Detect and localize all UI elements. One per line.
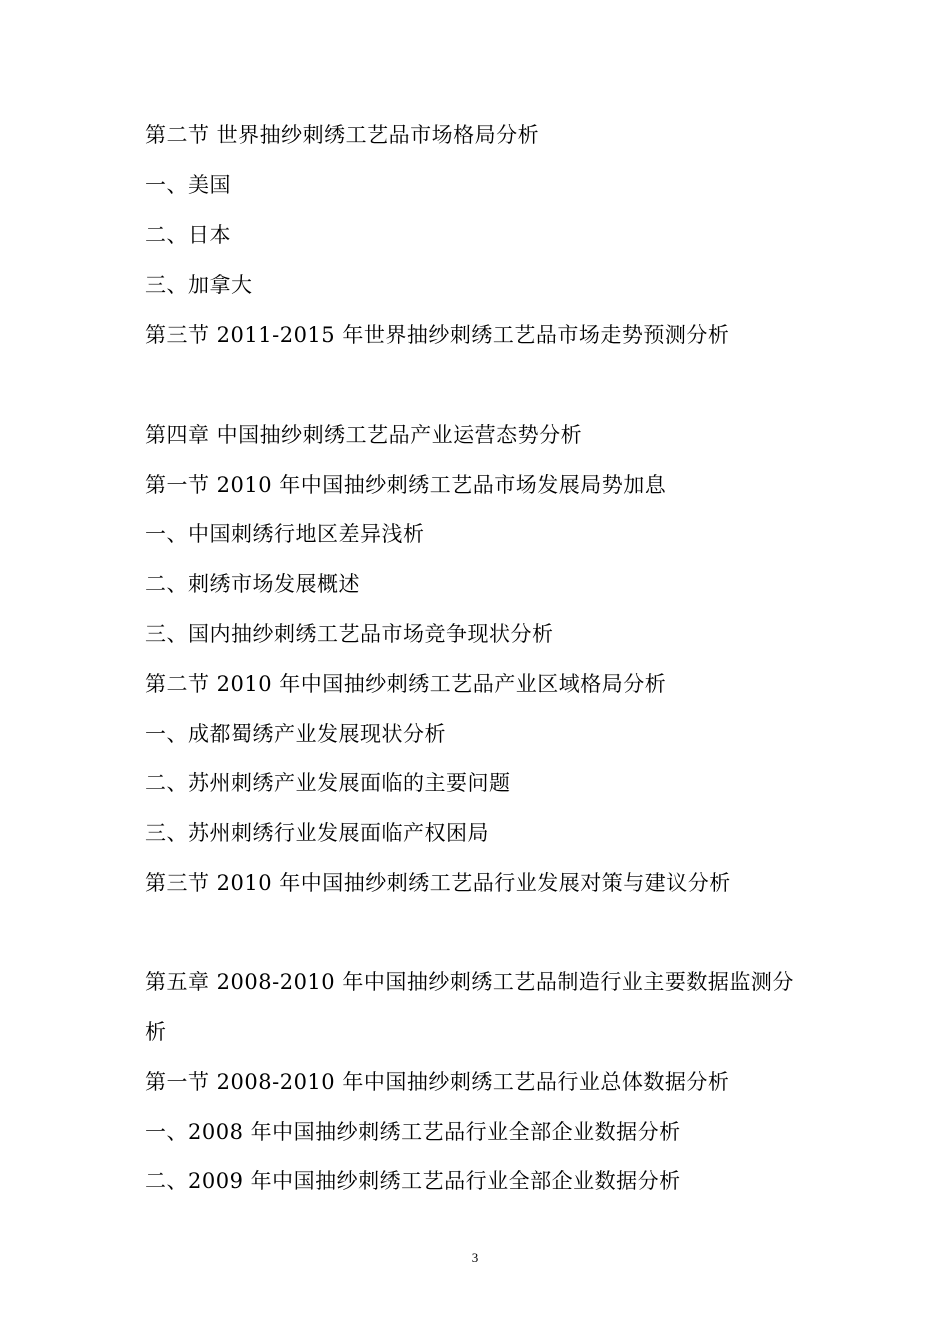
list-item: 三、国内抽纱刺绣工艺品市场竞争现状分析 xyxy=(145,622,554,646)
list-item: 一、2008 年中国抽纱刺绣工艺品行业全部企业数据分析 xyxy=(145,1120,681,1144)
chapter-heading-continuation: 析 xyxy=(145,1020,167,1044)
section-heading: 第二节 世界抽纱刺绣工艺品市场格局分析 xyxy=(145,123,540,147)
section-heading: 第一节 2008-2010 年中国抽纱刺绣工艺品行业总体数据分析 xyxy=(145,1070,730,1094)
list-item: 二、日本 xyxy=(145,223,231,247)
list-item: 二、2009 年中国抽纱刺绣工艺品行业全部企业数据分析 xyxy=(145,1169,681,1193)
list-item: 三、加拿大 xyxy=(145,273,253,297)
section-heading: 第三节 2011-2015 年世界抽纱刺绣工艺品市场走势预测分析 xyxy=(145,323,730,347)
list-item: 三、苏州刺绣行业发展面临产权困局 xyxy=(145,821,489,845)
list-item: 一、中国刺绣行地区差异浅析 xyxy=(145,522,425,546)
list-item: 一、成都蜀绣产业发展现状分析 xyxy=(145,722,446,746)
section-heading: 第二节 2010 年中国抽纱刺绣工艺品产业区域格局分析 xyxy=(145,672,667,696)
list-item: 二、苏州刺绣产业发展面临的主要问题 xyxy=(145,771,511,795)
section-heading: 第三节 2010 年中国抽纱刺绣工艺品行业发展对策与建议分析 xyxy=(145,871,731,895)
chapter-heading: 第四章 中国抽纱刺绣工艺品产业运营态势分析 xyxy=(145,423,583,447)
chapter-heading: 第五章 2008-2010 年中国抽纱刺绣工艺品制造行业主要数据监测分 xyxy=(145,970,794,994)
page-number: 3 xyxy=(471,1250,479,1265)
list-item: 二、刺绣市场发展概述 xyxy=(145,572,360,596)
list-item: 一、美国 xyxy=(145,173,231,197)
section-heading: 第一节 2010 年中国抽纱刺绣工艺品市场发展局势加息 xyxy=(145,473,667,497)
